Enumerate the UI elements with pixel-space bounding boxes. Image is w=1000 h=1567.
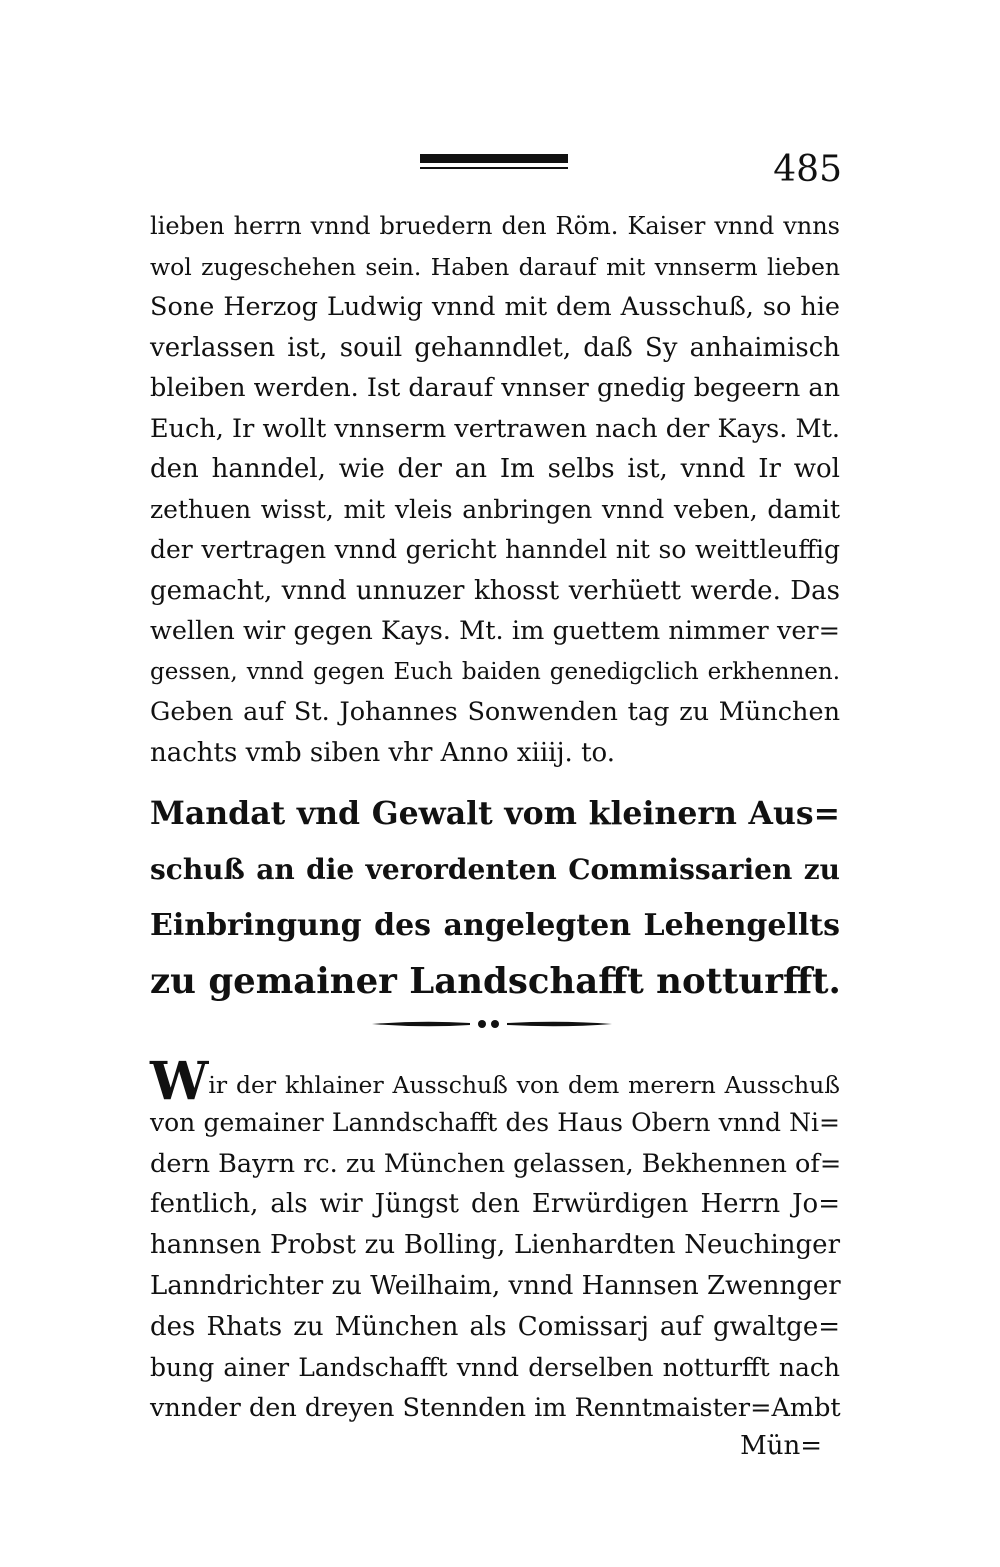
heading-line: zu gemainer Landschafft notturfft. [150, 961, 841, 1002]
header-rule-thin [420, 167, 568, 169]
ornament-right-rule [507, 1022, 612, 1027]
text-line: vnnder den dreyen Stennden im Renntmaister=Ambt [150, 1393, 841, 1424]
drop-cap: W [150, 1051, 209, 1112]
text-line: zethuen wisst, mit vleis anbringen vnnd veben, damit [150, 494, 840, 524]
heading-line: Mandat vnd Gewalt vom kleinern Aus= [150, 795, 840, 832]
catchword: Mün= [740, 1431, 822, 1461]
text-line: bleiben werden. Ist darauf vnnser gnedig begeern an [150, 373, 840, 403]
text-line: der vertragen vnnd gericht hanndel nit so weittleuffig [150, 535, 840, 564]
text-line-first [150, 1051, 840, 1112]
text-line: Euch, Ir wollt vnnserm vertrawen nach der Kays. Mt. [150, 413, 840, 444]
ornament-dot-right [491, 1020, 499, 1028]
text-line: dern Bayrn rc. zu München gelassen, Bekhennen of= [150, 1148, 842, 1179]
text-line: den hanndel, wie der an Im selbs ist, vnnd Ir wol [150, 454, 840, 484]
text-line: lieben herrn vnnd bruedern den Röm. Kaiser vnnd vnns [150, 212, 840, 240]
paragraph-continued [150, 206, 840, 773]
first-line-text: ir der khlainer Ausschuß von dem merern Ausschuß [208, 1071, 840, 1099]
heading-line: schuß an die verordenten Commissarien zu [150, 853, 840, 886]
text-line: hannsen Probst zu Bolling, Lienhardten Neuchinger [150, 1230, 840, 1261]
text-line: fentlich, als wir Jüngst den Erwürdigen Herrn Jo= [150, 1189, 840, 1220]
text-line: von gemainer Lanndschafft des Haus Obern vnnd Ni= [150, 1107, 840, 1137]
text-line: nachts vmb siben vhr Anno xiiij. to. [150, 737, 615, 768]
text-line: verlassen ist, souil gehanndlet, daß Sy anhaimisch [150, 332, 840, 363]
heading-line: Einbringung des angelegten Lehengellts [150, 908, 840, 943]
section-heading [150, 786, 840, 1010]
text-line: Geben auf St. Johannes Sonwenden tag zu München [150, 697, 840, 727]
paragraph-mandate [150, 1051, 842, 1429]
text-line: Sone Herzog Ludwig vnnd mit dem Ausschuß, so hie [150, 292, 840, 322]
text-line: gemacht, vnnd unnuzer khosst verhüett werde. Das [150, 575, 840, 606]
ornament-left-rule [372, 1022, 470, 1027]
text-line: Lanndrichter zu Weilhaim, vnnd Hannsen Zwennger [150, 1270, 841, 1301]
ornament-dot-left [478, 1020, 486, 1028]
page-number: 485 [773, 149, 842, 190]
text-line: bung ainer Landschafft vnnd derselben notturfft nach [150, 1352, 840, 1382]
text-line: wol zugeschehen sein. Haben darauf mit vnnserm lieben [150, 252, 840, 281]
text-line: gessen, vnnd gegen Euch baiden genedigclich erkhennen. [150, 658, 840, 685]
header-rule-thick [420, 154, 568, 163]
text-line: des Rhats zu München als Comissarj auf gwaltge= [150, 1311, 840, 1342]
ornament-divider [372, 1016, 612, 1032]
header-rule [420, 154, 568, 169]
text-line: wellen wir gegen Kays. Mt. im guettem nimmer ver= [150, 616, 840, 646]
